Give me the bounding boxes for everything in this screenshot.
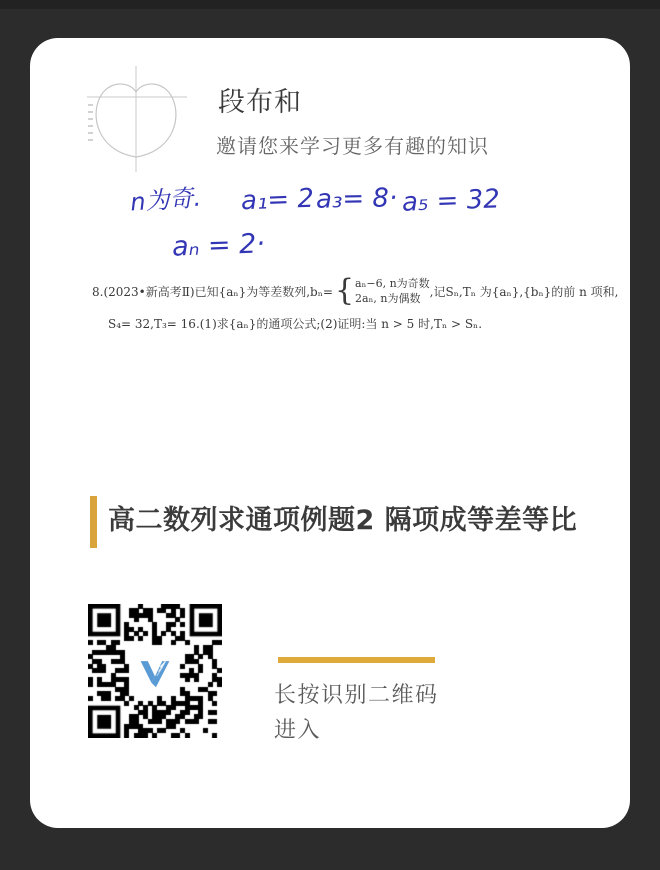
math-problem [92,273,619,332]
qr-hint-line1: 长按识别二维码 [274,683,439,708]
qr-center-logo [132,648,178,694]
title-accent-bar [90,496,97,548]
video-title: 高二数列求通项例题2 隔项成等差等比 [108,505,578,536]
qr-hint [274,678,439,748]
problem-intro: 8.(2023•新高考Ⅱ)已知{aₙ}为等差数列,bₙ= [92,284,333,299]
qr-hint-line2: 进入 [274,718,322,743]
handwritten-eq-a1: a₁= 2 [240,183,315,217]
share-card [30,38,630,828]
piecewise-case-even: 2aₙ, n为偶数 [355,292,421,305]
handwritten-note-n-odd: n为奇. [129,183,202,217]
piecewise-cases [355,276,430,306]
top-strip [0,0,660,9]
account-name: 段布和 [218,87,302,118]
handwritten-eq-an: aₙ = 2· [171,228,266,263]
account-subtitle: 邀请您来学习更多有趣的知识 [216,134,489,158]
piecewise-brace: { [334,273,355,308]
v-brand-icon [137,653,173,689]
math-problem-line1 [92,273,619,308]
handwritten-eq-a5: a₅ = 32 [401,184,501,218]
handwritten-eq-a3: a₃= 8· [315,183,398,215]
math-problem-line2: S₄= 32,T₃= 16.(1)求{aₙ}的通项公式;(2)证明:当 n > 5 时,Tₙ > Sₙ. [108,317,483,331]
account-logo-apple-curve-icon [75,60,187,174]
problem-after-cases: ,记Sₙ,Tₙ 为{aₙ},{bₙ}的前 n 项和, [429,284,619,299]
hint-accent-line [278,657,435,663]
qr-code[interactable] [88,604,222,738]
piecewise-case-odd: aₙ−6, n为奇数 [355,277,430,290]
